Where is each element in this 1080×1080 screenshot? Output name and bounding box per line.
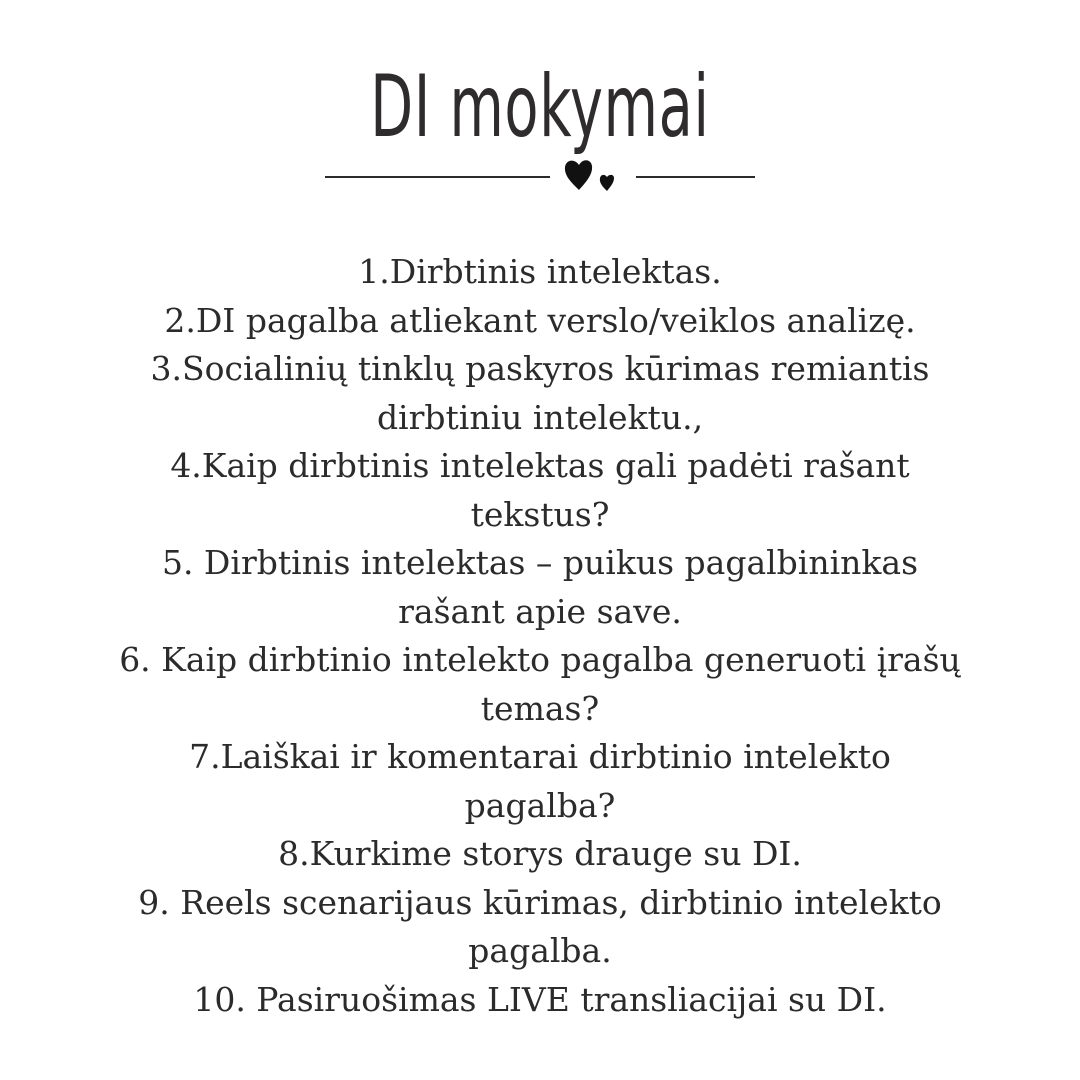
topics-list (90, 248, 990, 1024)
list-item: 8.Kurkime storys drauge su DI. (278, 834, 802, 873)
hearts-icon (560, 150, 630, 200)
list-item: 1.Dirbtinis intelektas. (358, 252, 722, 291)
list-item: 6. Kaip dirbtinio intelekto pagalba generuoti įrašų temas? (119, 640, 961, 728)
list-item: 3.Socialinių tinklų paskyros kūrimas remiantis dirbtiniu intelektu., (150, 349, 930, 437)
list-item: 2.DI pagalba atliekant verslo/veiklos analizę. (164, 300, 916, 340)
list-item: 9. Reels scenarijaus kūrimas, dirbtinio intelekto pagalba. (138, 882, 942, 970)
title-divider (0, 150, 1080, 200)
list-item: 4.Kaip dirbtinis intelektas gali padėti rašant tekstus? (170, 446, 910, 534)
list-item: 7.Laiškai ir komentarai dirbtinio intelekto pagalba? (189, 737, 891, 825)
page-title: DI mokymai (370, 57, 710, 157)
divider-line-left (325, 176, 550, 178)
divider-line-right (636, 176, 755, 178)
list-item: 10. Pasiruošimas LIVE transliacijai su DI. (193, 979, 887, 1019)
list-item: 5. Dirbtinis intelektas – puikus pagalbininkas rašant apie save. (161, 543, 919, 631)
